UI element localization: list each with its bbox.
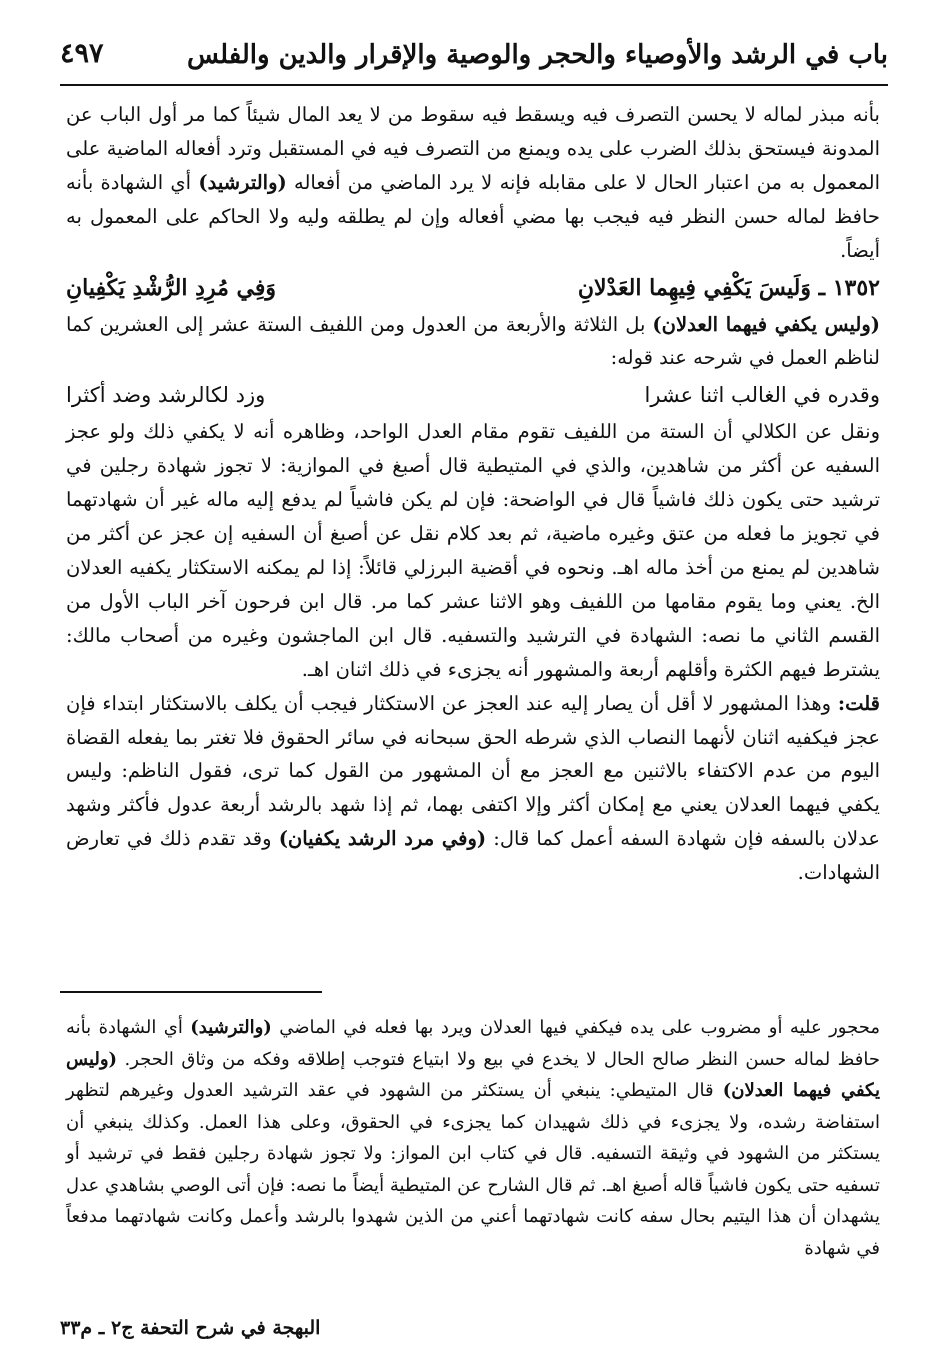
paragraph-commentary	[66, 308, 880, 376]
verse-hemistich-1: وقدره في الغالب اثنا عشرا	[644, 383, 880, 408]
quoted-term: (والترشيد)	[198, 170, 287, 194]
verse-hemistich-2: وزد لكالرشد وضد أكثرا	[66, 383, 266, 408]
text-run: بل الثلاثة والأربعة من العدول ومن اللفيف الستة عشر إلى العشرين كما لناظم العمل في شرحه عند قوله:	[66, 312, 880, 370]
running-title: باب في الرشد والأوصياء والحجر والوصية والإقرار والدين والفلس	[186, 40, 888, 70]
paragraph-author-note	[66, 687, 880, 890]
main-text	[66, 98, 880, 890]
text-run: أي الشهادة بأنه حافظ لماله حسن النظر صالح الحال لا يخدع في بيع ولا ابتياع فتوجب إطلاقه وفكه من وثاق الحجر.	[66, 1017, 880, 1070]
quoted-term: (والترشيد)	[190, 1017, 272, 1038]
paragraph-commentary-intro	[66, 98, 880, 268]
footnote-commentary	[66, 1012, 880, 1264]
text-run: أي الشهادة بأنه حافظ لماله حسن النظر فيه فيجب بها مضي أفعاله وإن لم يطلقه وليه ولا الحاكم على المعمول به أيضاً.	[66, 170, 880, 262]
text-run: وهذا المشهور لا أقل أن يصار إليه عند العجز عن الاستكثار فيجب أن يكلف بالاستكثار ابتداء فإن عجز فيكفيه اثنان لأنهما النصاب الذي شرطه الحق سبحانه في سائر الحقوق فلا تغتر بما يفعله القضاة اليوم من عدم الاكتفاء بالاثنين مع العجز مع أن المشهور من القول كما ترى، فقول الناظم: وليس يكفي فيهما العدلان يعني مع إمكان أكثر وإلا اكتفى بهما، ثم إذا شهد بالرشد أربعة عدول فأكثر وشهد عدلان بالسفه فإن شهادة السفه أعمل كما قال:	[66, 691, 881, 851]
paragraph-quotations: ونقل عن الكلالي أن الستة من اللفيف تقوم مقام العدل الواحد، وظاهره أنه لا يكفي ذلك ولو عجز السفيه عن أكثر من شاهدين، والذي في المتيطية قال أصبغ في الموازية: لا تجوز شهادة رجلين في ترشيد حتى يكون ذلك فاشياً قال في الواضحة: فإن لم يكن فاشياً لم يدفع إليه ماله غير أن شهادتهما في تجويز ما فعله من عتق وغيره ماضية، ثم بعد كلام نقل عن أصبغ أن السفيه إن عجز عن أكثر من شاهدين لم يمنع من أخذ ماله اهـ. ونحوه في أقضية البرزلي قائلاً: إذا لم يمكنه الاستكثار يكفيه العدلان الخ. يعني وما يقوم مقامها من اللفيف وهو الاثنا عشر كما مر. قال ابن فرحون آخر الباب الأول من القسم الثاني ما نصه: الشهادة في الترشيد والتسفيه. قال ابن الماجشون وغيره من أصحاب مالك: يشترط فيهم الكثرة وأقلهم أربعة والمشهور أنه يجزىء في ذلك اثنان اهـ.	[66, 420, 881, 681]
footnote-separator	[60, 991, 322, 993]
quoted-term: (وفي مرد الرشد يكفيان)	[278, 827, 487, 851]
qultu-label: قلت:	[837, 691, 880, 715]
quoted-term: (وليس يكفي فيهما العدلان)	[66, 1048, 881, 1101]
footnote-paragraph	[66, 1012, 880, 1264]
verse-1352	[66, 268, 880, 308]
page-header	[60, 32, 888, 86]
verse-text: وَلَيسَ يَكْفِي فِيهِما العَدْلانِ	[577, 274, 811, 301]
text-run: وقد تقدم ذلك في تعارض الشهادات.	[66, 827, 880, 885]
text-run: محجور عليه أو مضروب على يده فيكفي فيها العدلان ويرد بها فعله في الماضي	[271, 1017, 880, 1038]
verse-hemistich-2: وَفِي مُرِدِ الرُّشْدِ يَكْفِيانِ	[66, 274, 277, 301]
quoted-term: (وليس يكفي فيهما العدلان)	[652, 312, 880, 336]
verse-quoted	[66, 375, 880, 415]
text-run: بأنه مبذر لماله لا يحسن التصرف فيه ويسقط فيه سقوط من لا يعد المال شيئاً كما مر أول الباب عن المدونة فيستحق بذلك الضرب على يده ويمنع من التصرف فيه في المستقبل وترد أفعاله الماضية على المعمول به من اعتبار الحال لا على مقابله فإنه لا يرد الماضي من أفعاله	[66, 103, 880, 194]
page-footer: البهجة في شرح التحفة ج٢ ـ م٣٣	[60, 1317, 321, 1339]
verse-number: ١٣٥٢ ـ	[818, 274, 880, 301]
text-run: قال المتيطي: ينبغي أن يستكثر من الشهود في عقد الترشيد العدول وغيرهم لتظهر استفاضة رشده، ولا يجزىء في ذلك شهيدان كما يجزىء في الحقوق، وعلى هذا العمل. وكذلك ينبغي أن يستكثر من الشهود في وثيقة التسفيه. قال في كتاب ابن المواز: ولا تجوز شهادة رجلين فقط في ترشيد أو تسفيه حتى يكون فاشياً قاله أصبغ اهـ. ثم قال الشارح عن المتيطية أيضاً ما نصه: فإن أتى الوصي بشاهدي عدل يشهدان أن هذا اليتيم بحال سفه كانت شهادتهما أعني من الذين شهدوا بالرشد وأعمل وكانت شهادتهما مدفعاً في شهادة	[66, 1080, 880, 1259]
verse-hemistich-1	[578, 268, 880, 308]
page-number: ٤٩٧	[60, 38, 104, 69]
